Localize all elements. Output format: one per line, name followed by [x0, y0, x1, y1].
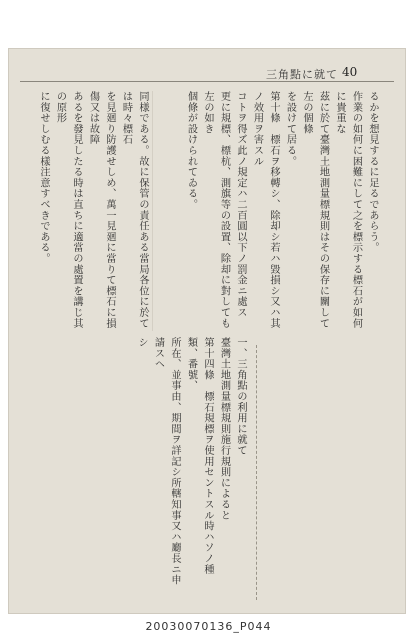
paragraph: 茲に於て臺灣土地測量標規則はその保存に關して左の個條 [301, 91, 329, 329]
paragraph: 個條が設けられてゐる。 [185, 91, 197, 210]
regulation-clause: 所在、並事由、期間ヲ詳記シ所轄知事又ハ廳長ニ申請スヘ [152, 337, 180, 586]
header-rule [20, 81, 394, 82]
page-number: 40 [342, 65, 358, 79]
paragraph: 作業の如何に困難にして之を標示する標石が如何に貴重な [334, 91, 362, 329]
paragraph: あるを發見したる時は直ちに適當の處置を講じ其の原形 [54, 91, 82, 329]
text-block-middle [30, 91, 150, 336]
paragraph: 臺灣土地測量標規則施行規則によると [218, 337, 230, 521]
regulation-clause: 第十條 標石ヲ移轉シ、除却シ若ハ毀損シ又ハ其ノ效用ヲ害スル [251, 91, 279, 329]
text-block-top [156, 91, 380, 339]
column-divider [152, 91, 153, 331]
text-block-bottom [30, 337, 248, 592]
section-heading: 一、三角點の利用に就て [235, 337, 246, 456]
regulation-clause: 第十四條 標石規標ヲ使用セントスル時ハソノ種類、番號、 [185, 337, 213, 575]
paragraph: を設けて居る。 [284, 91, 296, 167]
paragraph: 同様である。故に保管の責任ある當局各位に於ては時々標石 [120, 91, 148, 329]
image-caption: 20030070136_P044 [145, 620, 272, 633]
paragraph: を見廻り防護せしめ、萬一見廻に當りて標石に損傷又は故障 [87, 91, 115, 329]
dashed-separator [256, 345, 257, 600]
paragraph: に復せしむる樣注意すべきである。 [38, 91, 49, 264]
paragraph: 更に規標、標杭、測旗等の設置、除却に對しても左の如き [202, 91, 230, 329]
running-header-title: 三角點に就て [266, 68, 338, 81]
paragraph: るかを想見するに足るであらう。 [367, 91, 378, 253]
regulation-clause: コトヲ得ズ此ノ規定ハ二百圓以下ノ罰金ニ處ス [235, 91, 246, 318]
regulation-clause: シ [136, 337, 147, 348]
